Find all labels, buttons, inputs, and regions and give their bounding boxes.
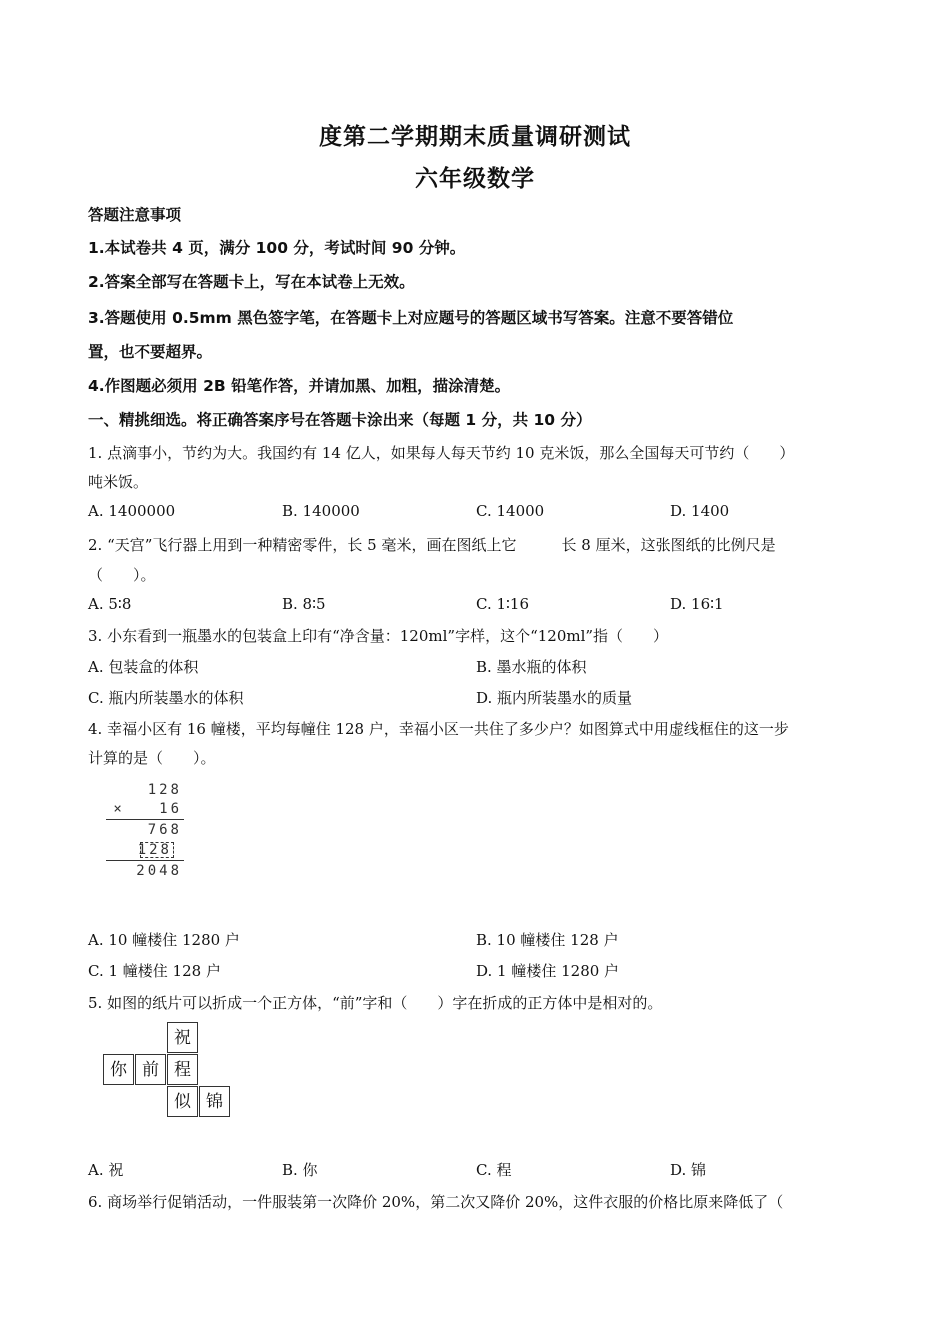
- net-cell-center: 程: [167, 1054, 198, 1085]
- note-item: 置，也不要超界。: [88, 343, 213, 361]
- exam-subtitle: 六年级数学: [415, 166, 535, 192]
- q1-option-c: C. 14000: [476, 502, 545, 520]
- cube-net-figure: [103, 1022, 233, 1122]
- exam-title: 度第二学期期末质量调研测试: [319, 124, 631, 150]
- q1-option-a: A. 1400000: [88, 502, 176, 520]
- question-3-text: 3. 小东看到一瓶墨水的包装盒上印有“净含量：120ml”字样，这个“120ml”指（ ）: [88, 627, 669, 645]
- q3-option-b: B. 墨水瓶的体积: [476, 658, 587, 676]
- question-5-text: 5. 如图的纸片可以折成一个正方体，“前”字和（ ）字在折成的正方体中是相对的。: [88, 994, 663, 1012]
- arith-multiplier: × 16: [113, 801, 182, 817]
- note-item: 2.答案全部写在答题卡上，写在本试卷上无效。: [88, 273, 415, 291]
- q2-option-a: A. 5∶8: [88, 595, 132, 613]
- net-cell-top: 祝: [167, 1022, 198, 1053]
- q2-option-c: C. 1∶16: [476, 595, 530, 613]
- q4-option-c: C. 1 幢楼住 128 户: [88, 962, 221, 980]
- q4-option-b: B. 10 幢楼住 128 户: [476, 931, 619, 949]
- q1-option-d: D. 1400: [670, 502, 730, 520]
- question-2-text-cont: （ ）。: [88, 566, 156, 584]
- arith-rule: [106, 860, 184, 861]
- question-4-text-cont: 计算的是（ ）。: [88, 749, 216, 767]
- q3-option-a: A. 包装盒的体积: [88, 658, 199, 676]
- arith-rule: [106, 819, 184, 820]
- arith-product: 2048: [136, 863, 182, 879]
- q5-option-d: D. 锦: [670, 1161, 707, 1179]
- question-6-text: 6. 商场举行促销活动，一件服装第一次降价 20%，第二次又降价 20%，这件衣服的价格比原来降低了（: [88, 1193, 784, 1211]
- question-2-text: 2. “天宫”飞行器上用到一种精密零件，长 5 毫米，画在图纸上它 长 8 厘米，这张图纸的比例尺是: [88, 536, 776, 554]
- net-cell-right: 锦: [199, 1086, 230, 1117]
- q5-option-c: C. 程: [476, 1161, 512, 1179]
- q3-option-c: C. 瓶内所装墨水的体积: [88, 689, 244, 707]
- section-heading: 一、精挑细选。将正确答案序号在答题卡涂出来（每题 1 分，共 10 分）: [88, 411, 592, 429]
- notes-heading: 答题注意事项: [88, 206, 182, 224]
- note-item: 1.本试卷共 4 页，满分 100 分，考试时间 90 分钟。: [88, 239, 466, 257]
- question-1-text: 1. 点滴事小，节约为大。我国约有 14 亿人，如果每人每天节约 10 克米饭，那么全国每天可节约（ ）: [88, 444, 795, 462]
- question-1-text-cont: 吨米饭。: [88, 473, 149, 491]
- net-cell-bottom: 似: [167, 1086, 198, 1117]
- question-4-text: 4. 幸福小区有 16 幢楼，平均每幢住 128 户，幸福小区一共住了多少户？如图算式中用虚线框住的这一步: [88, 720, 789, 738]
- multiplication-figure: [100, 780, 190, 880]
- q1-option-b: B. 140000: [282, 502, 360, 520]
- q2-option-b: B. 8∶5: [282, 595, 326, 613]
- net-cell-left: 你: [103, 1054, 134, 1085]
- q5-option-a: A. 祝: [88, 1161, 124, 1179]
- q3-option-d: D. 瓶内所装墨水的质量: [476, 689, 633, 707]
- net-cell-front: 前: [135, 1054, 166, 1085]
- q5-option-b: B. 你: [282, 1161, 318, 1179]
- arith-partial-2: 128: [137, 842, 172, 858]
- q2-option-d: D. 16∶1: [670, 595, 724, 613]
- note-item: 3.答题使用 0.5mm 黑色签字笔，在答题卡上对应题号的答题区域书写答案。注意不要答错位: [88, 309, 734, 327]
- arith-partial-1: 768: [147, 822, 182, 838]
- q4-option-a: A. 10 幢楼住 1280 户: [88, 931, 240, 949]
- q4-option-d: D. 1 幢楼住 1280 户: [476, 962, 620, 980]
- arith-multiplicand: 128: [147, 782, 182, 798]
- note-item: 4.作图题必须用 2B 铅笔作答，并请加黑、加粗，描涂清楚。: [88, 377, 511, 395]
